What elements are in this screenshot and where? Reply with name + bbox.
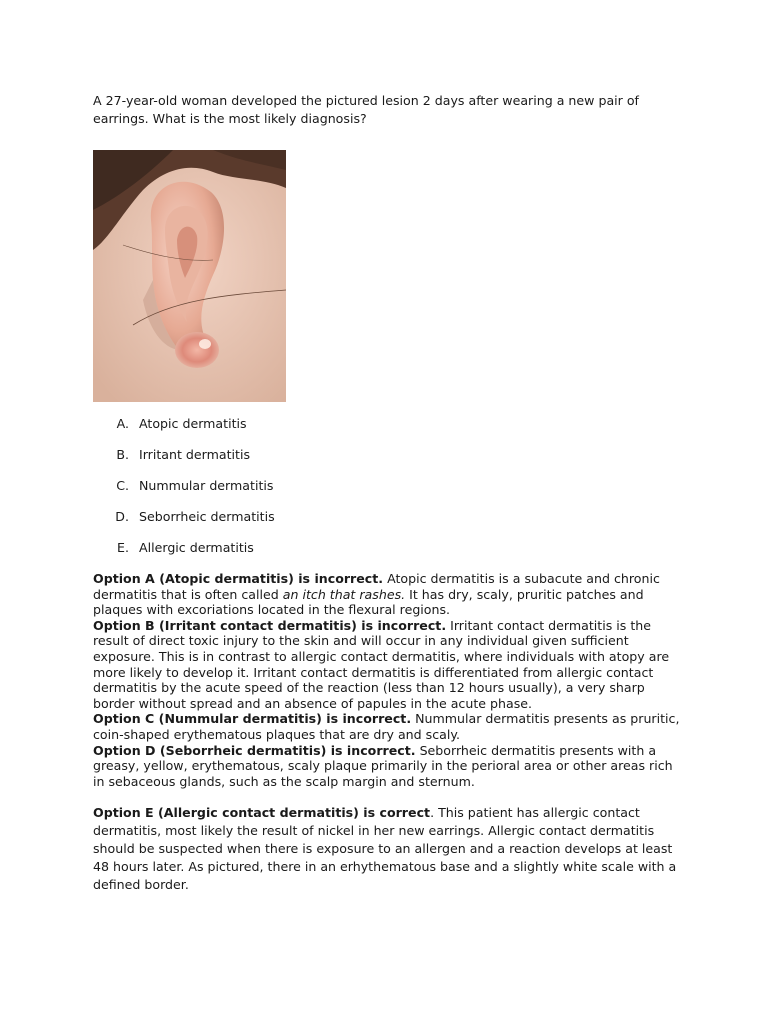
answer-options — [93, 416, 683, 571]
explanation-heading: Option E (Allergic contact dermatitis) is correct — [93, 805, 431, 821]
explanation-c — [93, 711, 683, 742]
option-text: Irritant dermatitis — [139, 447, 251, 462]
ear-lesion-photo — [93, 150, 286, 402]
explanation-d — [93, 743, 683, 790]
explanations — [93, 571, 683, 894]
explanation-heading: Option D (Seborrheic dermatitis) is incorrect. — [93, 742, 416, 758]
explanation-body: It has dry, scaly, pruritic patches and plaques with excoriations located in the flexural regions. — [93, 586, 644, 618]
explanation-body: Nummular dermatitis presents as pruritic, coin-shaped erythematous plaques that are dry and scaly. — [93, 711, 680, 742]
option-text: Nummular dermatitis — [139, 478, 274, 493]
option-e[interactable] — [93, 540, 683, 571]
explanation-italic: an itch that rashes. — [282, 586, 406, 602]
explanation-body: . This patient has allergic contact dermatitis, most likely the result of nickel in her new earrings. Allergic contact dermatitis should be suspected when there is exposure to an allergen and a reaction develops at least 48 hours later. As pictured, there in an erhythematous base and a slightly white scale with a defined border. — [93, 805, 677, 893]
option-letter: E. — [117, 540, 129, 555]
option-text: Atopic dermatitis — [139, 416, 247, 431]
option-b[interactable] — [93, 447, 683, 478]
option-letter: D. — [115, 509, 129, 524]
option-letter: C. — [116, 478, 129, 493]
option-a[interactable] — [93, 416, 683, 447]
document-page — [93, 92, 683, 894]
explanation-body: Irritant contact dermatitis is the result of direct toxic injury to the skin and will occur in any individual given sufficient exposure. This is in contrast to allergic contact dermatitis, where individuals with atopy are more likely to develop it. Irritant contact dermatitis is differentiated from allergic contact dermatitis by the acute speed of the reaction (less than 12 hours usually), a very sharp border without spread and an absence of papules in the acute phase. — [93, 617, 670, 711]
option-d[interactable] — [93, 509, 683, 540]
option-letter: A. — [116, 416, 129, 431]
question-text: A 27-year-old woman developed the pictured lesion 2 days after wearing a new pair of earrings. What is the most likely diagnosis? — [93, 93, 639, 126]
option-c[interactable] — [93, 478, 683, 509]
explanation-e — [93, 804, 683, 894]
explanation-heading: Option C (Nummular dermatitis) is incorrect. — [93, 711, 412, 727]
explanation-body: Seborrheic dermatitis presents with a greasy, yellow, erythematous, scaly plaque primarily in the perioral area or other areas rich in sebaceous glands, such as the scalp margin and sternum. — [93, 742, 673, 789]
explanation-heading: Option A (Atopic dermatitis) is incorrect. — [93, 571, 384, 586]
option-text: Seborrheic dermatitis — [139, 509, 275, 524]
explanation-heading: Option B (Irritant contact dermatitis) is incorrect. — [93, 617, 447, 633]
explanation-body: Atopic dermatitis is a subacute and chronic dermatitis that is often called — [93, 571, 660, 602]
option-letter: B. — [116, 447, 129, 462]
explanation-a — [93, 571, 683, 618]
explanation-b — [93, 618, 683, 712]
option-text: Allergic dermatitis — [139, 540, 254, 555]
